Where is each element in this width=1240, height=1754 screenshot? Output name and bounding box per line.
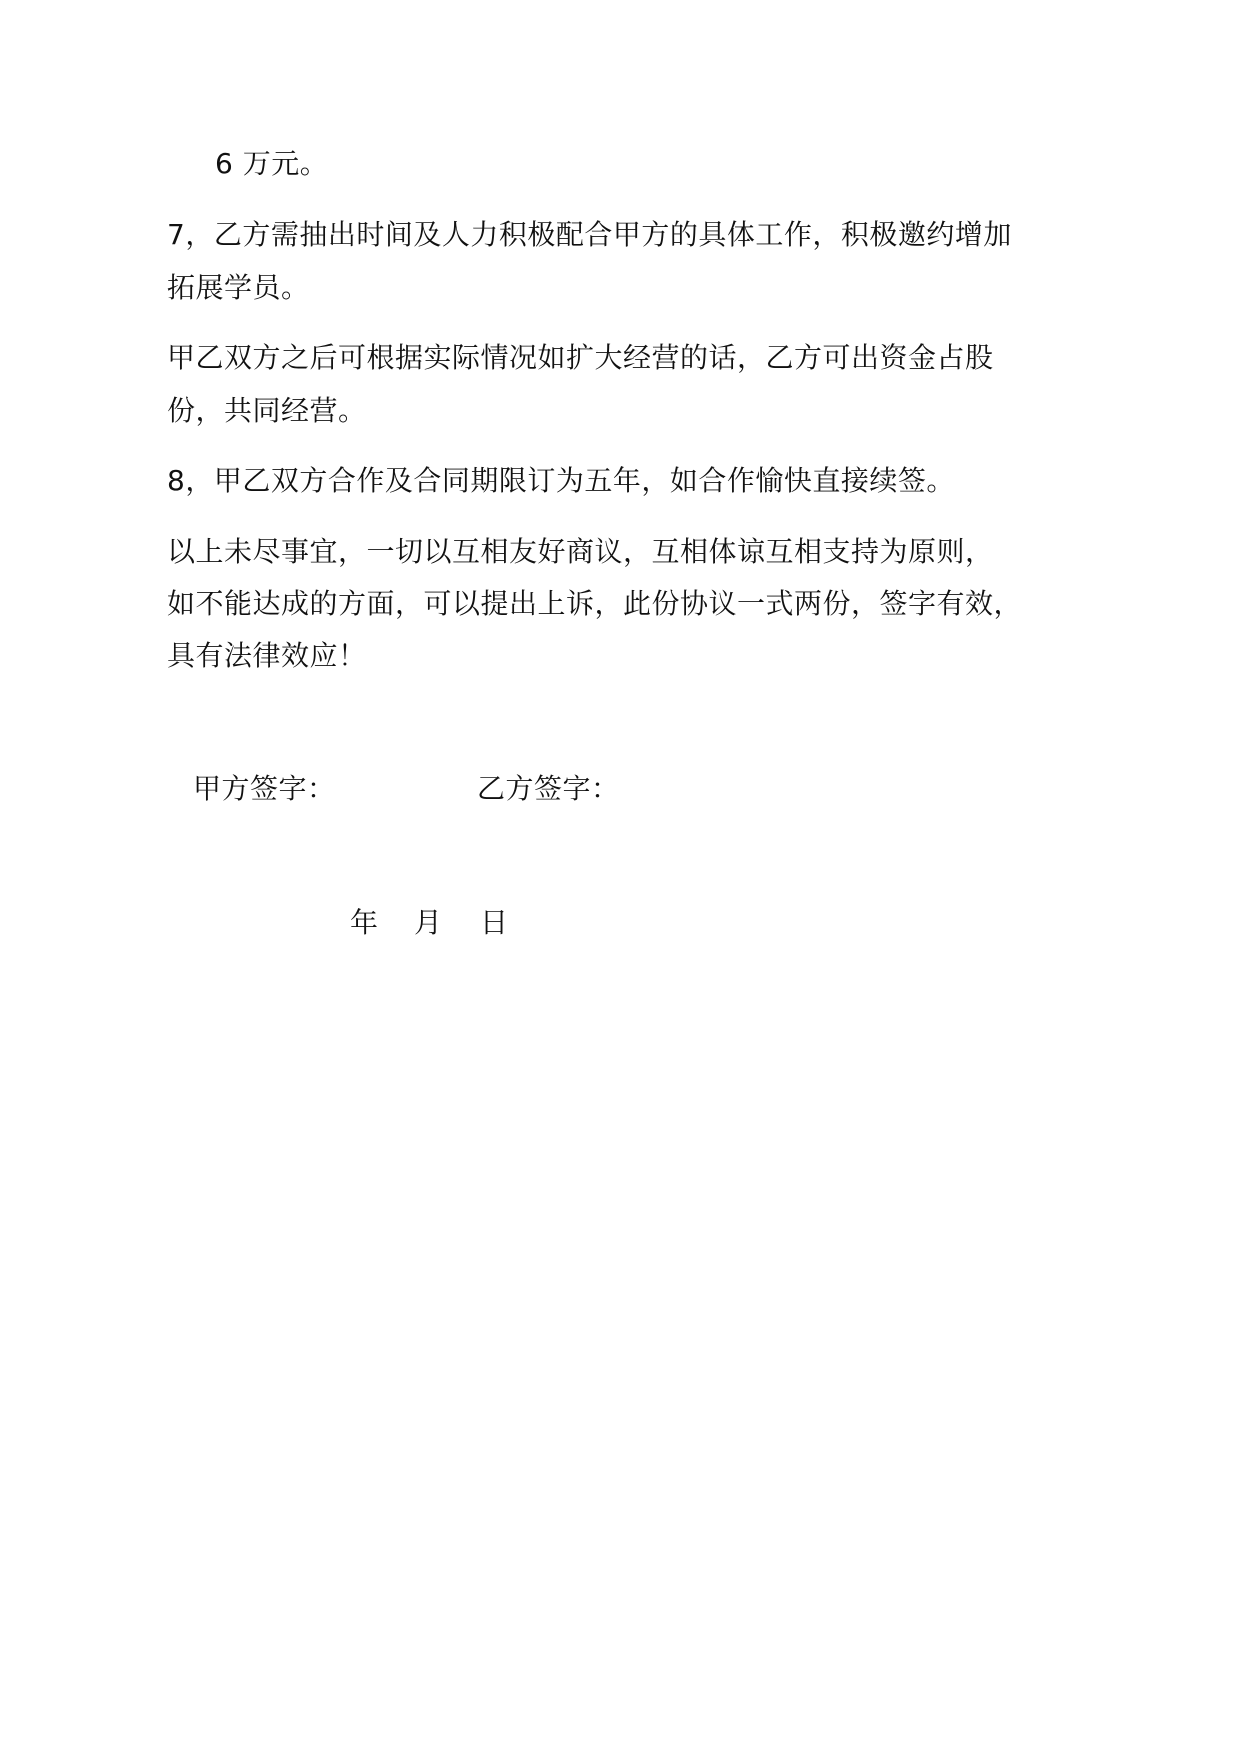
party-b-signature-label: 乙方签字：: [477, 772, 620, 805]
paragraph-8-line-1: 8，甲乙双方合作及合同期限订为五年，如合作愉快直接续签。: [167, 464, 955, 497]
date-month-label: 月: [414, 906, 443, 939]
paragraph-misc-line-2: 如不能达成的方面，可以提出上诉，此份协议一式两份，签字有效，: [167, 587, 1023, 620]
paragraph-expand-line-1: 甲乙双方之后可根据实际情况如扩大经营的话，乙方可出资金占股: [167, 341, 994, 374]
paragraph-7-line-2: 拓展学员。: [167, 271, 310, 304]
date-year-label: 年: [350, 906, 379, 939]
paragraph-misc-line-3: 具有法律效应！: [167, 639, 367, 672]
date-day-label: 日: [480, 906, 509, 939]
paragraph-7-line-1: 7，乙方需抽出时间及人力积极配合甲方的具体工作，积极邀约增加: [167, 218, 1012, 251]
party-a-signature-label: 甲方签字：: [193, 772, 336, 805]
paragraph-6-tail-line-1: 6 万元。: [215, 147, 329, 180]
paragraph-misc-line-1: 以上未尽事宜，一切以互相友好商议，互相体谅互相支持为原则，: [167, 535, 994, 568]
paragraph-expand-line-2: 份，共同经营。: [167, 394, 367, 427]
